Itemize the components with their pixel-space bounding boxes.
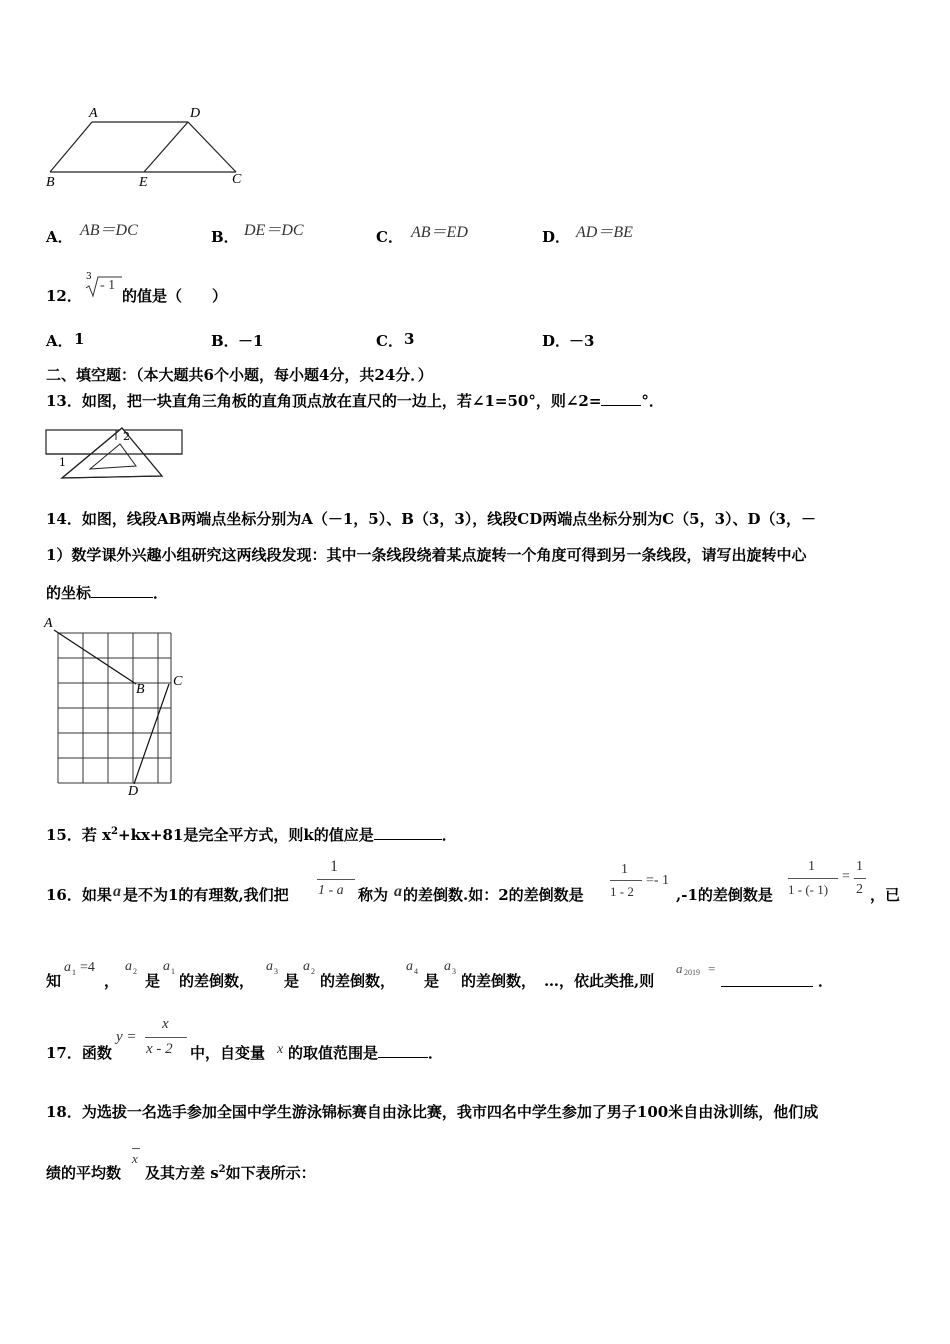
q18-l2c: 如下表所示： — [225, 1164, 316, 1182]
q11-option-a-letter: A． — [46, 228, 73, 246]
q15-sup: 2 — [111, 826, 119, 837]
q14-line2: 1）数学课外兴趣小组研究这两线段发现：其中一条线段绕着某点旋转一个角度可得到另一条线段，请写出旋转中心 — [46, 546, 807, 564]
q12-radicand: - 1 — [100, 278, 116, 293]
q16-a3-ref: a — [444, 959, 451, 974]
q12-option-c-letter: C． — [376, 332, 403, 350]
q12-option-d-value: －3 — [569, 332, 595, 350]
q18-xbar: x — [132, 1151, 138, 1166]
q18-l2a: 绩的平均数 — [46, 1164, 122, 1182]
q16-a3: a — [266, 959, 273, 974]
q16-a-var-2: a — [394, 883, 402, 900]
q16-a2019-sub: 2019 — [684, 968, 700, 977]
q18-xbar-bar — [132, 1148, 140, 1149]
q16-a3-sub: 3 — [274, 967, 278, 976]
q16-frac-bar — [317, 879, 355, 880]
fig11-label-b: B — [46, 175, 55, 190]
q14-line3-text: 的坐标 — [46, 584, 92, 602]
q17-frac-bar — [145, 1037, 187, 1038]
q18-line1: 18．为选拔一名选手参加全国中学生游泳锦标赛自由泳比赛，我市四名中学生参加了男子100米自由泳训练，他们成 — [46, 1103, 819, 1121]
q18-l2-wrap — [145, 1162, 316, 1183]
q11-figure — [40, 100, 260, 200]
q16-a4-sub: 4 — [414, 967, 418, 976]
q16-etc: …，依此类推,则 — [544, 972, 655, 990]
q16-a2: a — [125, 959, 132, 974]
q11-option-b-letter: B． — [211, 228, 239, 246]
fig11-label-c: C — [232, 172, 242, 187]
q14-grid-figure — [40, 618, 200, 803]
q16-frac-num: 1 — [330, 858, 338, 875]
q12-number: 12． — [46, 287, 82, 305]
q12-option-b-value: －1 — [238, 332, 264, 350]
q11-option-c-expr: AB＝ED — [411, 224, 468, 241]
q16-frac-den: 1 - a — [318, 883, 344, 898]
q14-line1: 14．如图，线段AB两端点坐标分别为A（－1，5）、B（3，3），线段CD两端点坐标分别为C（5，3）、D（3，－ — [46, 510, 816, 528]
q13-end: °． — [641, 392, 664, 410]
q15-pre: 15．若 x — [46, 826, 112, 844]
q16-ex1-result: =- 1 — [646, 873, 670, 888]
q12-root-index: 3 — [86, 272, 92, 282]
q16-t4: ,-1的差倒数是 — [676, 886, 773, 904]
q16-t3: 的差倒数.如：2的差倒数是 — [403, 886, 584, 904]
q16-a-var: a — [113, 883, 121, 900]
q16-a2-ref-sub: 2 — [311, 967, 315, 976]
q14-answer-blank[interactable] — [91, 583, 153, 598]
q11-option-c-letter: C． — [376, 228, 403, 246]
q16-pre: 16．如果 — [46, 886, 112, 904]
q16-ex2-rbar — [854, 878, 866, 879]
q16-ex2-rden: 2 — [856, 882, 863, 897]
q16-answer-blank[interactable] — [721, 972, 813, 987]
q14-label-d: D — [128, 784, 139, 799]
q17-post-wrap — [288, 1042, 443, 1063]
q16-ex1-num: 1 — [621, 862, 628, 877]
q16-ex1-den: 1 - 2 — [610, 884, 634, 899]
q11-option-b-expr: DE＝DC — [244, 222, 304, 239]
q13-answer-blank[interactable] — [601, 391, 641, 406]
q17-x: x — [277, 1042, 284, 1057]
q16-a1-val: =4 — [80, 960, 95, 975]
q18-sup: 2 — [218, 1164, 226, 1175]
q16-ex2-bar — [788, 878, 838, 879]
q16-l2-pre: 知 — [46, 972, 62, 990]
q17-mid: 中，自变量 — [190, 1044, 266, 1062]
q16-ex2-eq: = — [842, 869, 850, 884]
q16-t5: ，已 — [870, 886, 901, 904]
q16-dr-3: 的差倒数， — [461, 972, 537, 990]
q16-a1: a — [64, 960, 71, 975]
q15-text — [46, 824, 457, 845]
q13-question: 13．如图，把一块直角三角板的直角顶点放在直尺的一边上，若∠1=50°，则∠2= — [46, 392, 602, 410]
q17-num: x — [162, 1016, 169, 1032]
q16-is-3: 是 — [424, 972, 440, 990]
q11-option-a-expr: AB＝DC — [80, 222, 138, 239]
q13-angle1-label: 1 — [59, 456, 66, 469]
q12-option-d-letter: D． — [542, 332, 571, 350]
q18-l2b: 及其方差 s — [145, 1164, 219, 1182]
q16-ex2-rnum: 1 — [856, 859, 863, 874]
q16-t2: 称为 — [358, 886, 389, 904]
q14-line3 — [46, 582, 168, 603]
q16-a2019: a — [676, 961, 683, 976]
q16-is-1: 是 — [145, 972, 161, 990]
q13-text — [46, 390, 664, 411]
q16-a2-sub: 2 — [133, 967, 137, 976]
q15-answer-blank[interactable] — [374, 825, 442, 840]
q16-dr-2: 的差倒数， — [320, 972, 396, 990]
q12-option-c-value: 3 — [404, 330, 415, 348]
q16-a2019-eq: = — [708, 961, 716, 976]
q12-option-a-value: 1 — [74, 330, 85, 348]
q13-angle2-label: 2 — [123, 430, 130, 443]
q12-text: 的值是（ ） — [122, 287, 228, 305]
q12-option-a-letter: A． — [46, 332, 73, 350]
q16-a1-ref-sub: 1 — [171, 967, 175, 976]
q17-answer-blank[interactable] — [378, 1043, 428, 1058]
q16-a2-ref: a — [303, 959, 310, 974]
q14-label-a: A — [44, 616, 53, 631]
q14-label-b: B — [136, 682, 145, 697]
q11-option-d-expr: AD＝BE — [576, 224, 633, 241]
q16-ex2-den: 1 - (- 1) — [788, 882, 829, 897]
q14-label-c: C — [173, 674, 183, 689]
fig11-label-e: E — [139, 175, 148, 190]
q12-option-b-letter: B． — [211, 332, 239, 350]
q14-line3-end: ． — [153, 584, 169, 602]
q16-ex1-bar — [610, 880, 642, 881]
q16-t1: 是不为1的有理数,我们把 — [123, 886, 289, 904]
fig11-label-d: D — [190, 106, 201, 121]
q16-a4: a — [406, 959, 413, 974]
q16-a1-sub: 1 — [72, 968, 76, 977]
q16-dr-1: 的差倒数， — [179, 972, 255, 990]
q17-y: y = — [116, 1029, 137, 1045]
fig11-label-a: A — [89, 106, 98, 121]
q15-post: +kx+81是完全平方式，则k的值应是 — [118, 826, 374, 844]
section-2-heading: 二、填空题：（本大题共6个小题，每小题4分，共24分．） — [46, 366, 433, 384]
q16-a1-ref: a — [163, 959, 170, 974]
q17-den: x - 2 — [146, 1041, 173, 1057]
q17-end: ． — [428, 1044, 444, 1062]
q16-is-2: 是 — [284, 972, 300, 990]
q16-a3-ref-sub: 3 — [452, 967, 456, 976]
q17-post: 的取值范围是 — [288, 1044, 379, 1062]
q13-ruler-triangle-figure — [44, 426, 186, 484]
q15-end: ． — [441, 826, 457, 844]
q16-comma: ， — [104, 972, 120, 990]
q17-pre: 17．函数 — [46, 1044, 112, 1062]
q16-ex2-num: 1 — [808, 859, 815, 874]
q16-end: ． — [818, 972, 834, 990]
q11-option-d-letter: D． — [542, 228, 571, 246]
